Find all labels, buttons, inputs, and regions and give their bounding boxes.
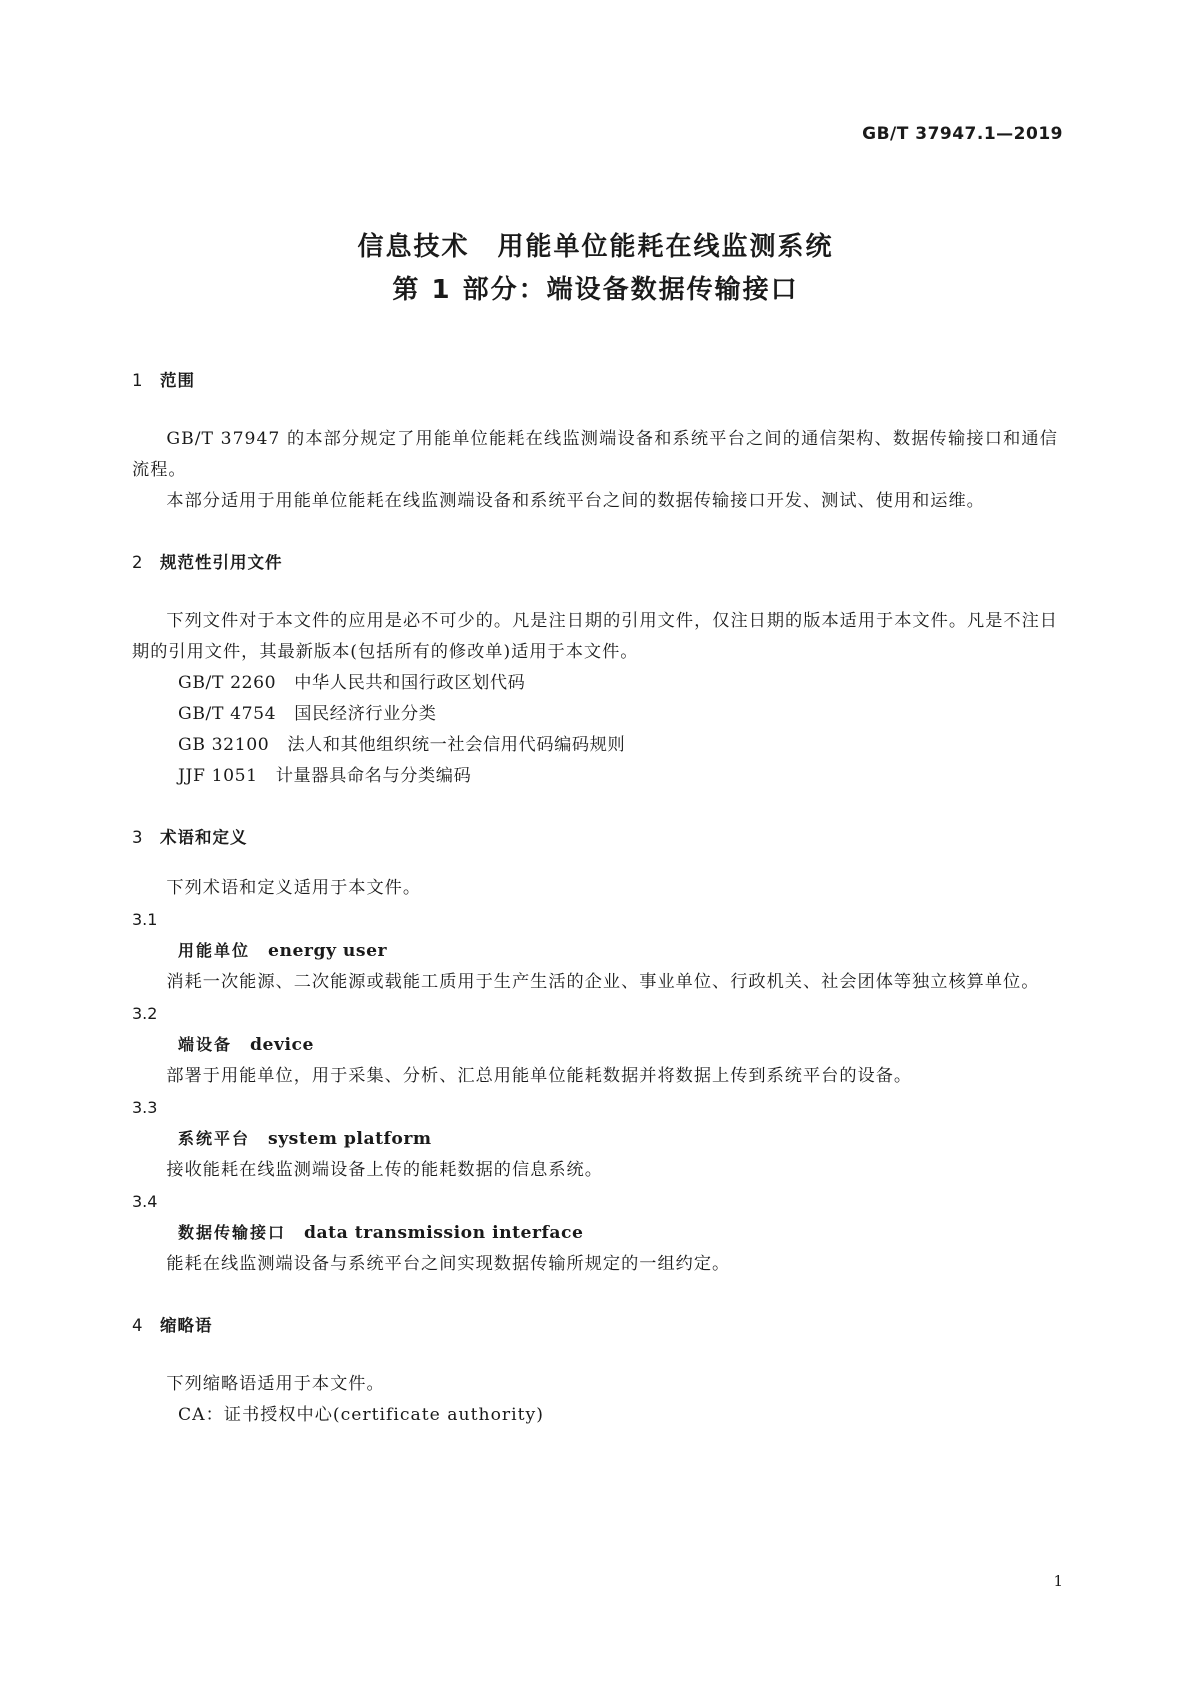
section-title: 范围 [160,371,195,390]
term-name [132,935,1058,967]
paragraph: 本部分适用于用能单位能耗在线监测端设备和系统平台之间的数据传输接口开发、测试、使用和运维。 [166,491,985,511]
reference-code: JJF 1051 [178,766,258,786]
term-name-zh: 用能单位 [178,941,251,960]
reference-title: 中华人民共和国行政区划代码 [294,673,526,693]
section-title: 术语和定义 [160,828,248,847]
term-name-zh: 数据传输接口 [178,1223,287,1242]
reference-code: GB/T 2260 [178,673,277,693]
section-heading-normative-references [132,547,1058,578]
section-number: 2 [132,553,144,572]
section-title: 规范性引用文件 [160,553,283,572]
term-name-zh: 端设备 [178,1035,233,1054]
document-title-line1: 信息技术 用能单位能耗在线监测系统 [357,232,834,262]
section-title: 缩略语 [160,1316,213,1335]
reference-code: GB 32100 [178,735,270,755]
reference-title: 计量器具命名与分类编码 [275,766,472,786]
paragraph: 下列文件对于本文件的应用是必不可少的。凡是注日期的引用文件，仅注日期的版本适用于本文件。凡是不注日期的引用文件，其最新版本(包括所有的修改单)适用于本文件。 [132,611,1058,662]
reference-title: 国民经济行业分类 [294,704,437,724]
term-definition: 能耗在线监测端设备与系统平台之间实现数据传输所规定的一组约定。 [166,1254,731,1274]
reference-item [132,730,1058,761]
term-name-en: system platform [268,1129,432,1149]
term-name-en: device [250,1035,314,1055]
section-heading-scope [132,365,1058,396]
document-body [132,365,1058,1431]
term-definition: 消耗一次能源、二次能源或载能工质用于生产生活的企业、事业单位、行政机关、社会团体等独立核算单位。 [166,972,1040,992]
section-number: 4 [132,1316,144,1335]
abbreviation-item: CA：证书授权中心(certificate authority) [178,1405,544,1425]
term-name-zh: 系统平台 [178,1129,251,1148]
reference-code: GB/T 4754 [178,704,277,724]
page-number: 1 [1053,1572,1063,1590]
term-name [132,1029,1058,1061]
term-name-en: energy user [268,941,388,961]
paragraph: 下列术语和定义适用于本文件。 [166,878,422,898]
standard-code: GB/T 37947.1—2019 [862,124,1063,144]
term-number: 3.3 [132,1098,158,1117]
term-definition: 接收能耗在线监测端设备上传的能耗数据的信息系统。 [166,1160,603,1180]
document-title-line2: 第 1 部分：端设备数据传输接口 [392,275,799,305]
section-heading-abbreviations [132,1310,1058,1341]
term-name [132,1217,1058,1249]
term-number: 3.2 [132,1004,158,1023]
section-number: 3 [132,828,144,847]
paragraph: GB/T 37947 的本部分规定了用能单位能耗在线监测端设备和系统平台之间的通信架构、数据传输接口和通信流程。 [132,429,1058,480]
term-definition: 部署于用能单位，用于采集、分析、汇总用能单位能耗数据并将数据上传到系统平台的设备。 [166,1066,913,1086]
term-name [132,1123,1058,1155]
reference-title: 法人和其他组织统一社会信用代码编码规则 [287,735,626,755]
term-number: 3.4 [132,1192,158,1211]
section-number: 1 [132,371,144,390]
term-number: 3.1 [132,910,158,929]
term-name-en: data transmission interface [304,1223,584,1243]
reference-item [132,668,1058,699]
section-heading-terms-definitions [132,822,1058,853]
paragraph: 下列缩略语适用于本文件。 [166,1374,385,1394]
reference-item [132,699,1058,730]
reference-item [132,761,1058,792]
